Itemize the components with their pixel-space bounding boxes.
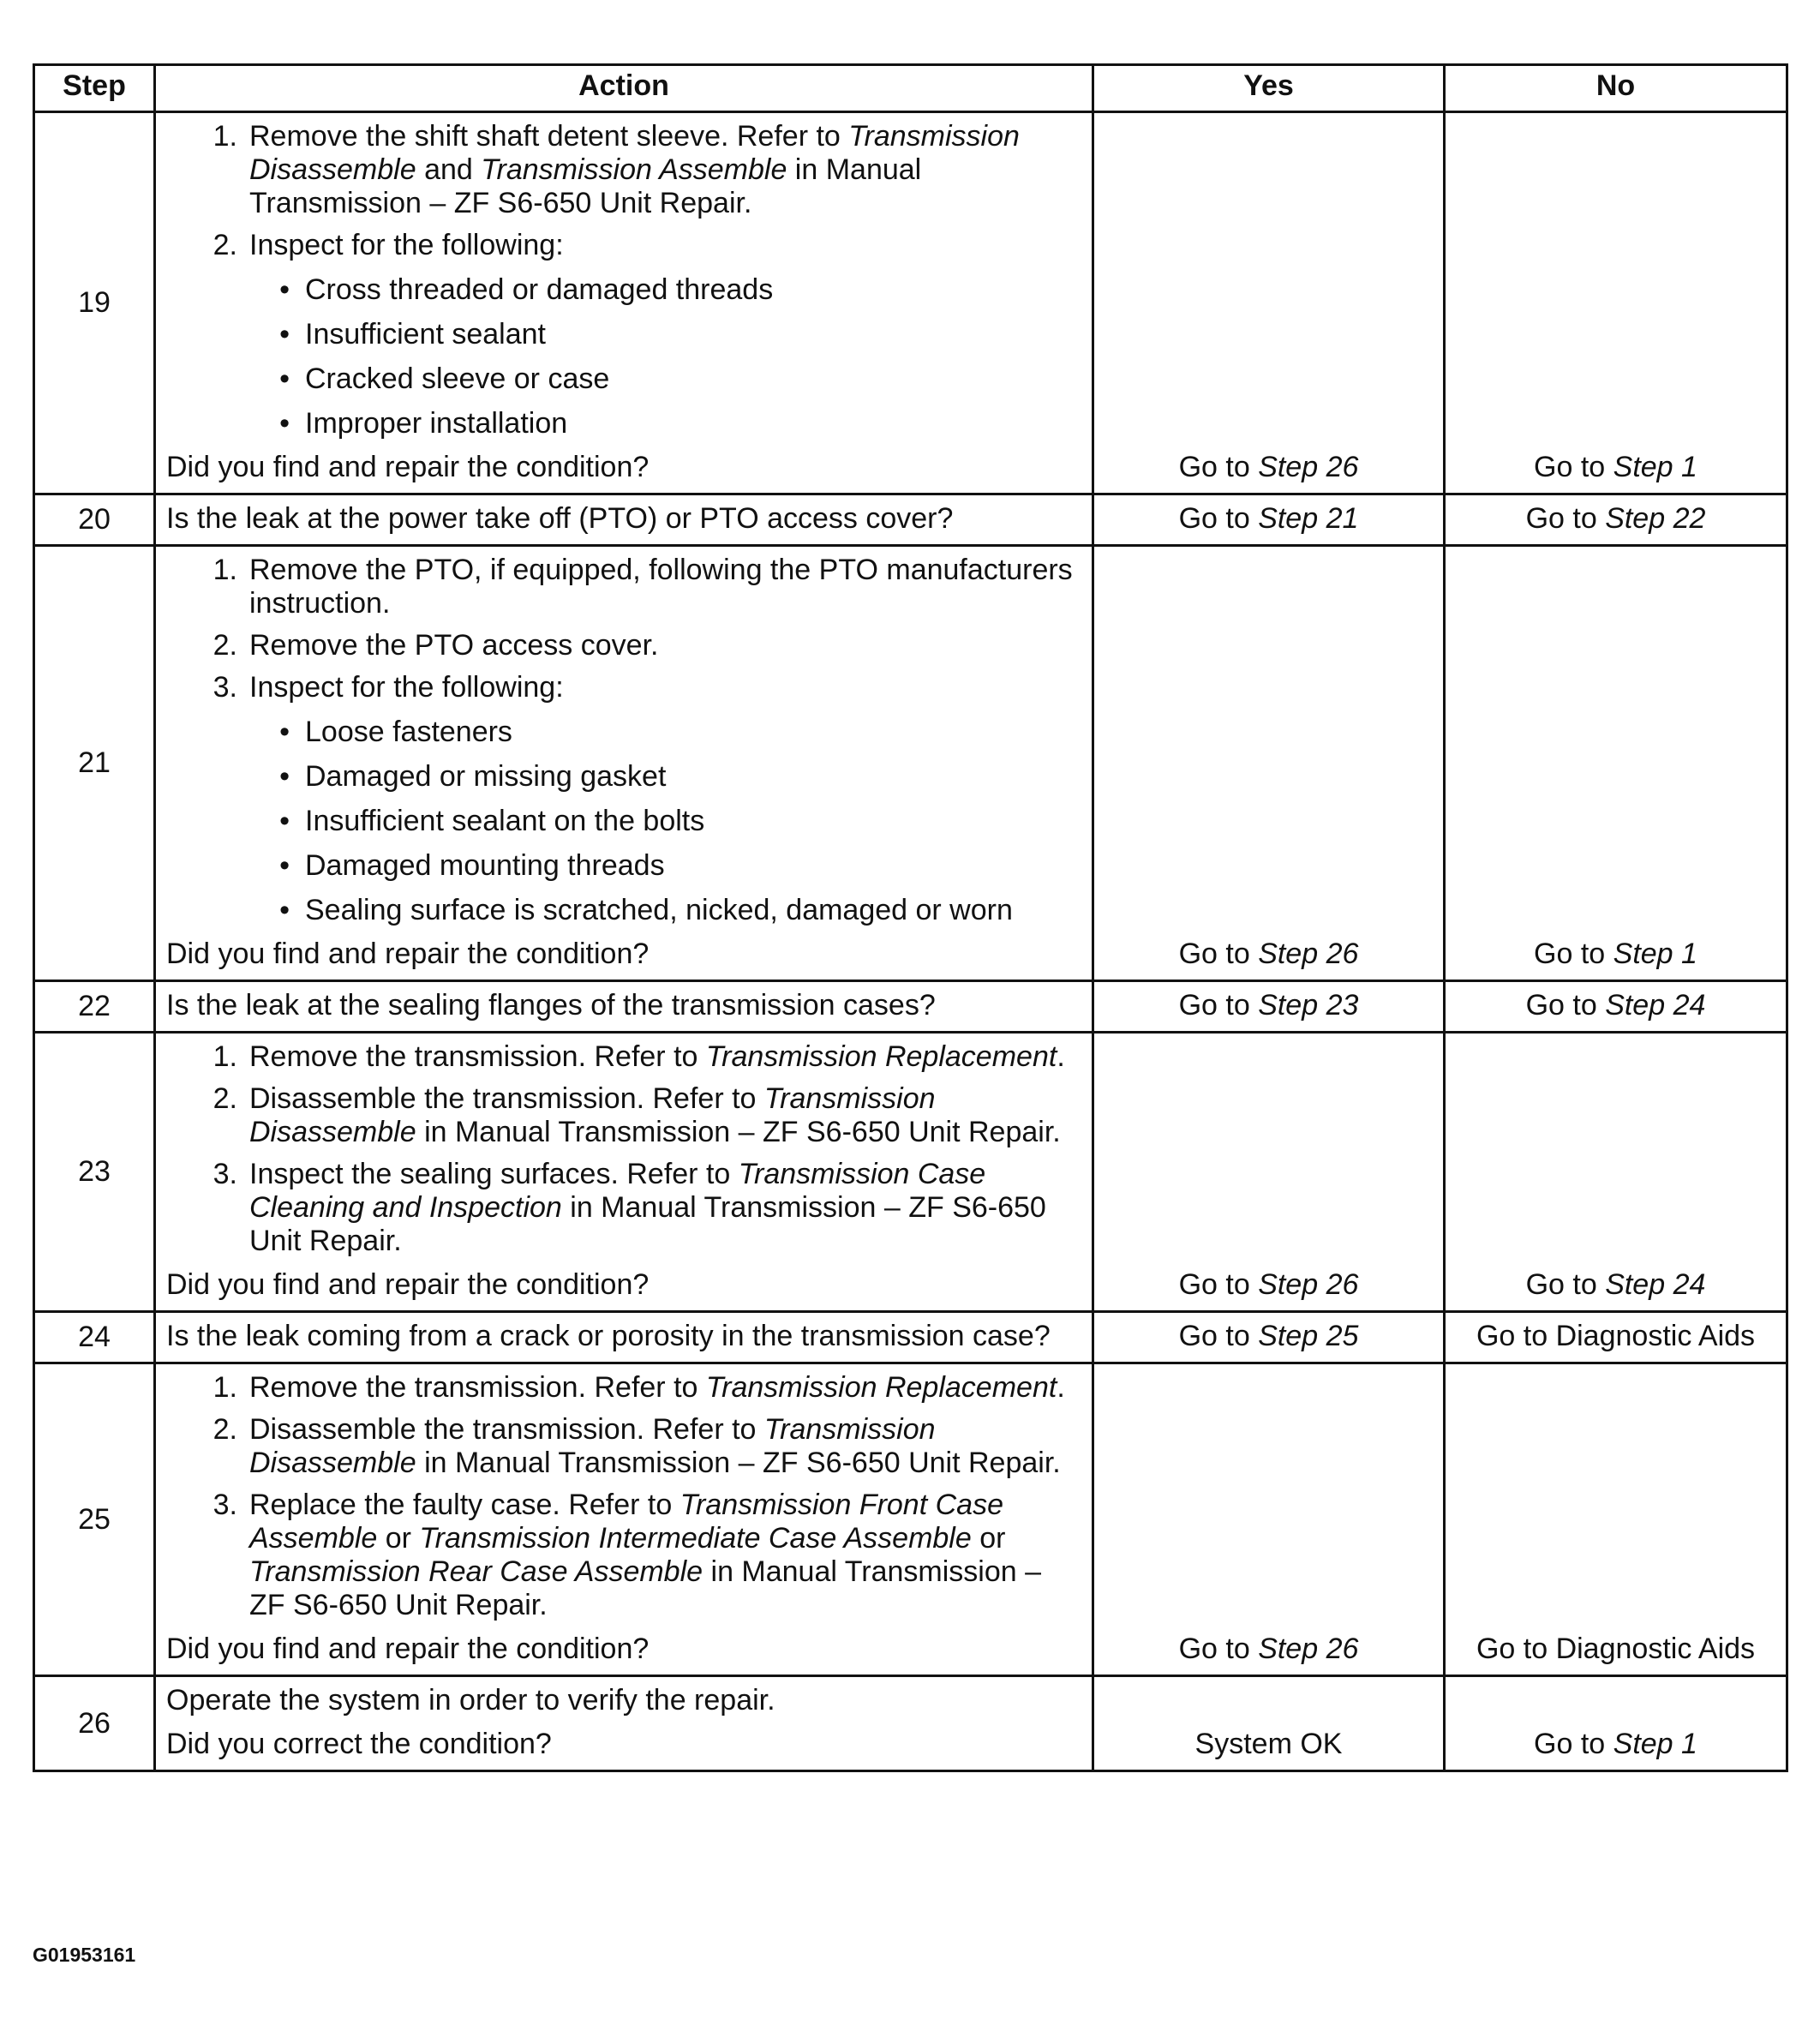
instruction-text [249, 120, 1081, 220]
instruction-text [249, 1413, 1081, 1480]
no-outcome [1445, 1363, 1787, 1676]
numbered-step [166, 629, 1081, 662]
step-index: 1. [213, 554, 237, 586]
numbered-step [166, 1082, 1081, 1149]
table-body [34, 112, 1787, 1771]
yes-outcome [1093, 546, 1445, 981]
text-run: or [377, 1522, 420, 1555]
text-run: Go to [1534, 938, 1613, 970]
reference-text: Step 1 [1613, 451, 1697, 483]
bullet-item [166, 805, 1081, 838]
text-run: . [1057, 1040, 1065, 1073]
step-number: 21 [34, 546, 155, 981]
numbered-step [166, 1158, 1081, 1258]
text-run: Operate the system in order to verify the repair. [166, 1684, 775, 1716]
reference-text: Transmission Disassemble [249, 120, 1020, 186]
no-outcome [1445, 112, 1787, 494]
table-row [34, 1033, 1787, 1312]
reference-text: Transmission Rear Case Assemble [249, 1555, 703, 1588]
step-index: 1. [213, 120, 237, 153]
yes-outcome [1093, 1363, 1445, 1676]
action-cell [155, 112, 1093, 494]
reference-text: Step 26 [1258, 1633, 1359, 1665]
step-index: 2. [213, 1082, 237, 1115]
text-run: Remove the transmission. Refer to [249, 1040, 706, 1073]
numbered-step [166, 1489, 1081, 1622]
no-outcome [1445, 1676, 1787, 1771]
text-run: Is the leak at the power take off (PTO) or PTO access cover? [166, 502, 954, 535]
bullet-icon: • [279, 318, 290, 350]
text-run: in Manual Transmission – ZF S6-650 Unit Repair. [416, 1116, 1061, 1148]
text-run: Did you find and repair the condition? [166, 1633, 650, 1665]
header-action: Action [155, 65, 1093, 112]
bullet-text [305, 894, 1081, 927]
step-number: 20 [34, 494, 155, 546]
figure-id: G01953161 [33, 1944, 136, 1966]
action-cell [155, 981, 1093, 1033]
bullet-text [305, 407, 1081, 440]
header-step: Step [34, 65, 155, 112]
numbered-step [166, 671, 1081, 704]
text-run: Go to [1525, 989, 1606, 1021]
yes-outcome [1093, 494, 1445, 546]
bullet-item [166, 362, 1081, 396]
no-outcome [1445, 981, 1787, 1033]
text-run: or [971, 1522, 1006, 1555]
text-run: Go to [1178, 451, 1259, 483]
step-index: 2. [213, 229, 237, 261]
action-cell [155, 1312, 1093, 1363]
step-number: 19 [34, 112, 155, 494]
action-cell [155, 1033, 1093, 1312]
numbered-step [166, 1371, 1081, 1405]
text-run: Go to [1534, 451, 1613, 483]
question-text [166, 989, 1081, 1022]
yes-outcome [1093, 1033, 1445, 1312]
bullet-item [166, 894, 1081, 927]
numbered-step [166, 120, 1081, 220]
text-run: Disassemble the transmission. Refer to [249, 1082, 764, 1115]
text-run: Go to [1534, 1728, 1613, 1760]
reference-text: Step 23 [1258, 989, 1359, 1021]
reference-text: Transmission Replacement [705, 1371, 1057, 1404]
text-run: Go to Diagnostic Aids [1476, 1320, 1756, 1352]
header-no: No [1445, 65, 1787, 112]
table-row [34, 494, 1787, 546]
step-index: 3. [213, 671, 237, 704]
reference-text: Step 26 [1258, 938, 1359, 970]
reference-text: Transmission Intermediate Case Assemble [419, 1522, 972, 1555]
reference-text: Transmission Disassemble [249, 1413, 936, 1479]
table-row [34, 546, 1787, 981]
reference-text: Step 1 [1613, 938, 1697, 970]
text-run: Inspect for the following: [249, 671, 564, 704]
text-run: . [1057, 1371, 1065, 1404]
text-run: in Manual Transmission – ZF S6-650 Unit Repair. [249, 1555, 1042, 1621]
bullet-icon: • [279, 760, 290, 793]
question-text [166, 938, 1081, 971]
bullet-item [166, 760, 1081, 794]
numbered-step [166, 1040, 1081, 1074]
text-run: Go to [1178, 1320, 1259, 1352]
step-index: 3. [213, 1489, 237, 1521]
text-run: Improper installation [305, 407, 568, 440]
text-run: Disassemble the transmission. Refer to [249, 1413, 764, 1446]
reference-text: Step 25 [1258, 1320, 1359, 1352]
instruction-text [249, 1371, 1081, 1405]
question-text [166, 502, 1081, 536]
no-outcome [1445, 1312, 1787, 1363]
bullet-text [305, 318, 1081, 351]
bullet-icon: • [279, 362, 290, 395]
question-text [166, 451, 1081, 484]
bullet-icon: • [279, 407, 290, 440]
text-run: Go to [1178, 1633, 1259, 1665]
question-text [166, 1684, 1081, 1717]
numbered-step [166, 229, 1081, 262]
reference-text: Transmission Front Case Assemble [249, 1489, 1003, 1555]
question-text [166, 1728, 1081, 1761]
reference-text: Step 26 [1258, 1268, 1359, 1301]
bullet-icon: • [279, 849, 290, 882]
bullet-text [305, 362, 1081, 396]
step-number: 22 [34, 981, 155, 1033]
yes-outcome [1093, 981, 1445, 1033]
text-run: Go to [1178, 989, 1259, 1021]
text-run: in Manual Transmission – ZF S6-650 Unit Repair. [249, 1191, 1046, 1257]
step-index: 2. [213, 629, 237, 662]
reference-text: Step 1 [1613, 1728, 1697, 1760]
action-cell [155, 494, 1093, 546]
text-run: Remove the PTO access cover. [249, 629, 659, 662]
reference-text: Transmission Case Cleaning and Inspection [249, 1158, 986, 1224]
instruction-text [249, 1158, 1081, 1258]
diagnostic-table [33, 63, 1788, 1772]
question-text [166, 1268, 1081, 1302]
bullet-text [305, 716, 1081, 749]
text-run: in Manual Transmission – ZF S6-650 Unit Repair. [249, 153, 922, 219]
table-row [34, 981, 1787, 1033]
instruction-text [249, 629, 1081, 662]
text-run: Is the leak at the sealing flanges of the transmission cases? [166, 989, 936, 1021]
text-run: Sealing surface is scratched, nicked, damaged or worn [305, 894, 1013, 926]
step-number: 26 [34, 1676, 155, 1771]
action-cell [155, 1363, 1093, 1676]
instruction-text [249, 1082, 1081, 1149]
table-row [34, 1676, 1787, 1771]
text-run: Did you find and repair the condition? [166, 1268, 650, 1301]
text-run: Did you find and repair the condition? [166, 938, 650, 970]
bullet-text [305, 273, 1081, 307]
text-run: Is the leak coming from a crack or porosity in the transmission case? [166, 1320, 1051, 1352]
text-run: Cross threaded or damaged threads [305, 273, 774, 306]
bullet-icon: • [279, 894, 290, 926]
text-run: Remove the PTO, if equipped, following the PTO manufacturers instruction. [249, 554, 1073, 620]
text-run: Go to [1178, 1268, 1259, 1301]
step-index: 2. [213, 1413, 237, 1446]
text-run: Go to Diagnostic Aids [1476, 1633, 1756, 1665]
no-outcome [1445, 546, 1787, 981]
text-run: Go to [1525, 502, 1606, 535]
bullet-item [166, 318, 1081, 351]
text-run: Replace the faulty case. Refer to [249, 1489, 680, 1521]
bullet-item [166, 273, 1081, 307]
no-outcome [1445, 494, 1787, 546]
text-run: Inspect for the following: [249, 229, 564, 261]
text-run: Remove the transmission. Refer to [249, 1371, 706, 1404]
step-index: 3. [213, 1158, 237, 1190]
text-run: Go to [1525, 1268, 1606, 1301]
yes-outcome [1093, 1676, 1445, 1771]
question-text [166, 1320, 1081, 1353]
reference-text: Step 24 [1605, 989, 1706, 1021]
reference-text: Step 26 [1258, 451, 1359, 483]
text-run: Cracked sleeve or case [305, 362, 610, 395]
action-cell [155, 546, 1093, 981]
text-run: Loose fasteners [305, 716, 512, 748]
bullet-icon: • [279, 716, 290, 748]
instruction-text [249, 671, 1081, 704]
text-run: Insufficient sealant [305, 318, 546, 350]
instruction-text [249, 1489, 1081, 1622]
reference-text: Transmission Assemble [481, 153, 787, 186]
question-text [166, 1633, 1081, 1666]
text-run: System OK [1194, 1728, 1343, 1760]
text-run: in Manual Transmission – ZF S6-650 Unit Repair. [416, 1447, 1061, 1479]
bullet-text [305, 760, 1081, 794]
reference-text: Transmission Disassemble [249, 1082, 936, 1148]
action-cell [155, 1676, 1093, 1771]
text-run: Damaged or missing gasket [305, 760, 667, 793]
reference-text: Step 24 [1605, 1268, 1706, 1301]
bullet-item [166, 407, 1081, 440]
step-index: 1. [213, 1040, 237, 1073]
text-run: Did you find and repair the condition? [166, 451, 650, 483]
numbered-step [166, 1413, 1081, 1480]
no-outcome [1445, 1033, 1787, 1312]
step-number: 25 [34, 1363, 155, 1676]
text-run: Insufficient sealant on the bolts [305, 805, 705, 837]
numbered-step [166, 554, 1081, 620]
header-yes: Yes [1093, 65, 1445, 112]
bullet-item [166, 716, 1081, 749]
table-header-row [34, 65, 1787, 112]
instruction-text [249, 554, 1081, 620]
text-run: Did you correct the condition? [166, 1728, 552, 1760]
table-row [34, 1363, 1787, 1676]
step-number: 24 [34, 1312, 155, 1363]
instruction-text [249, 229, 1081, 262]
text-run: Damaged mounting threads [305, 849, 665, 882]
text-run: and [416, 153, 482, 186]
text-run: Go to [1178, 938, 1259, 970]
text-run: Go to [1178, 502, 1259, 535]
text-run: Inspect the sealing surfaces. Refer to [249, 1158, 739, 1190]
bullet-text [305, 849, 1081, 883]
reference-text: Transmission Replacement [705, 1040, 1057, 1073]
bullet-icon: • [279, 273, 290, 306]
table-row [34, 1312, 1787, 1363]
reference-text: Step 21 [1258, 502, 1359, 535]
bullet-item [166, 849, 1081, 883]
yes-outcome [1093, 1312, 1445, 1363]
bullet-icon: • [279, 805, 290, 837]
instruction-text [249, 1040, 1081, 1074]
reference-text: Step 22 [1605, 502, 1706, 535]
step-number: 23 [34, 1033, 155, 1312]
yes-outcome [1093, 112, 1445, 494]
step-index: 1. [213, 1371, 237, 1404]
bullet-text [305, 805, 1081, 838]
text-run: Remove the shift shaft detent sleeve. Refer to [249, 120, 849, 153]
table-row [34, 112, 1787, 494]
